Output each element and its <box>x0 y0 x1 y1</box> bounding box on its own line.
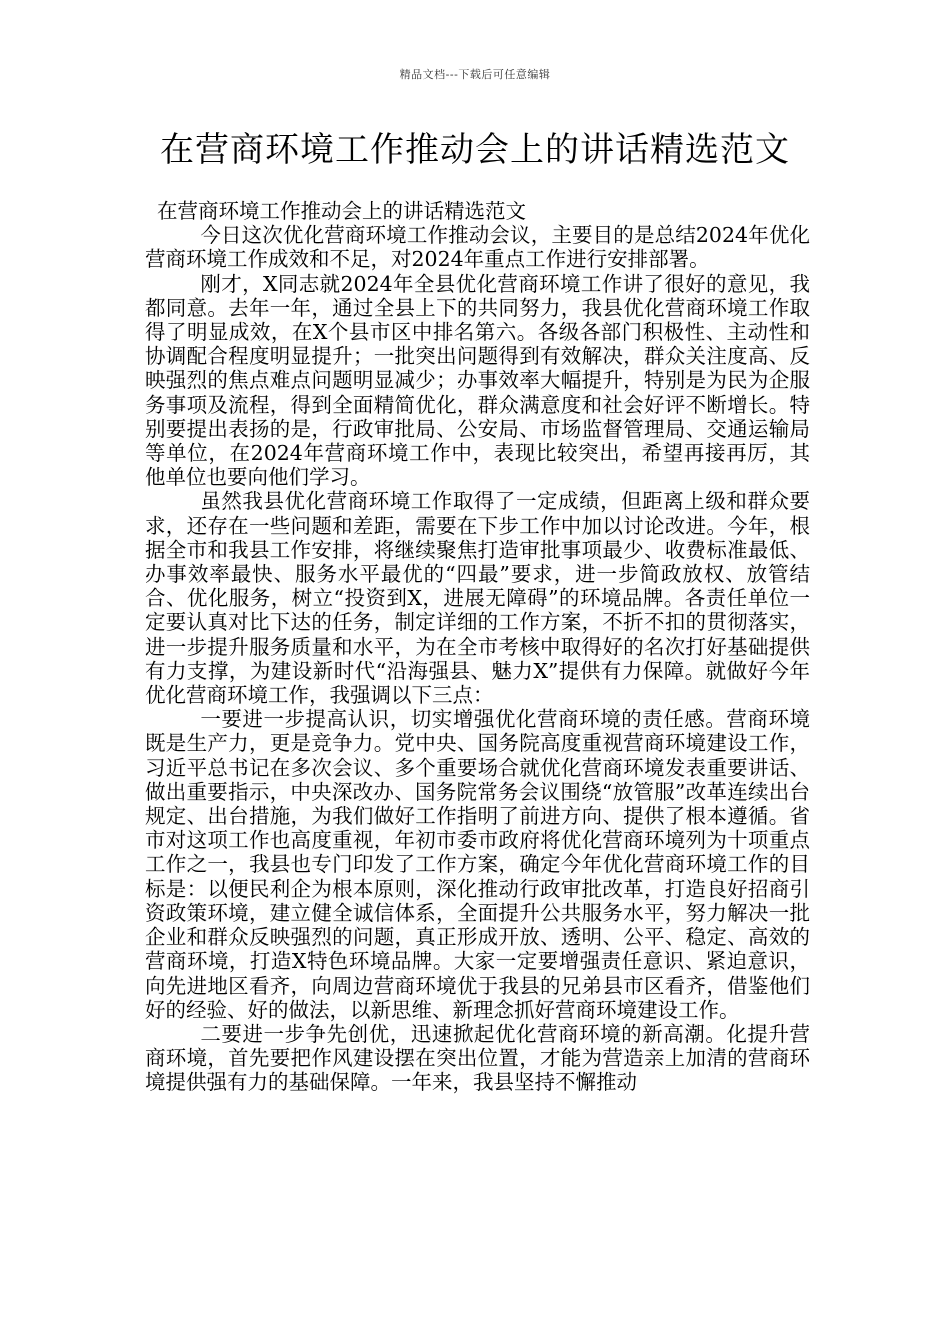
paragraph-achievements: 刚才，X同志就2024年全县优化营商环境工作讲了很好的意见，我都同意。去年一年，通过全县上下的共同努力，我县优化营商环境工作取得了明显成效，在X个县市区中排名第六。各级各部门积极性、主动性和协调配合程度明显提升；一批突出问题得到有效解决，群众关注度高、反映强烈的焦点难点问题明显减少；办事效率大幅提升，特别是为民为企服务事项及流程，得到全面精简优化，群众满意度和社会好评不断增长。特别要提出表扬的是，行政审批局、公安局、市场监督管理局、交通运输局等单位，在2024年营商环境工作中，表现比较突出，希望再接再厉，其他单位也要向他们学习。 <box>145 271 810 490</box>
paragraph-point-two: 二要进一步争先创优，迅速掀起优化营商环境的新高潮。化提升营商环境，首先要把作风建设摆在突出位置，才能为营造亲上加清的营商环境提供强有力的基础保障。一年来，我县坚持不懈推动 <box>145 1021 810 1095</box>
document-body <box>145 199 810 1095</box>
document-title: 在营商环境工作推动会上的讲话精选范文 <box>160 130 790 170</box>
paragraph-shortcomings: 虽然我县优化营商环境工作取得了一定成绩，但距离上级和群众要求，还存在一些问题和差距，需要在下步工作中加以讨论改进。今年，根据全市和我县工作安排，将继续聚焦打造审批事项最少、收费标准最低、办事效率最快、服务水平最优的“四最”要求，进一步简政放权、放管结合、优化服务，树立“投资到X，进展无障碍”的环境品牌。各责任单位一定要认真对比下达的任务，制定详细的工作方案，不折不扣的贯彻落实，进一步提升服务质量和水平，为在全市考核中取得好的名次打好基础提供有力支撑，为建设新时代“沿海强县、魅力X”提供有力保障。就做好今年优化营商环境工作，我强调以下三点： <box>145 489 810 708</box>
paragraph-point-one: 一要进一步提高认识，切实增强优化营商环境的责任感。营商环境既是生产力，更是竞争力。党中央、国务院高度重视营商环境建设工作，习近平总书记在多次会议、多个重要场合就优化营商环境发表重要讲话、做出重要指示，中央深改办、国务院常务会议围绕“放管服”改革连续出台规定、出台措施，为我们做好工作指明了前进方向、提供了根本遵循。省市对这项工作也高度重视，年初市委市政府将优化营商环境列为十项重点工作之一，我县也专门印发了工作方案，确定今年优化营商环境工作的目标是：以便民利企为根本原则，深化推动行政审批改革，打造良好招商引资政策环境，建立健全诚信体系，全面提升公共服务水平，努力解决一批企业和群众反映强烈的问题，真正形成开放、透明、公平、稳定、高效的营商环境，打造X特色环境品牌。大家一定要增强责任意识、紧迫意识，向先进地区看齐，向周边营商环境优于我县的兄弟县市区看齐，借鉴他们好的经验、好的做法，以新思维、新理念抓好营商环境建设工作。 <box>145 707 810 1022</box>
document-subtitle: 在营商环境工作推动会上的讲话精选范文 <box>157 199 526 223</box>
paragraph-intro: 今日这次优化营商环境工作推动会议，主要目的是总结2024年优化营商环境工作成效和不足，对2024年重点工作进行安排部署。 <box>145 223 810 272</box>
header-note: 精品文档---下载后可任意编辑 <box>399 68 551 81</box>
